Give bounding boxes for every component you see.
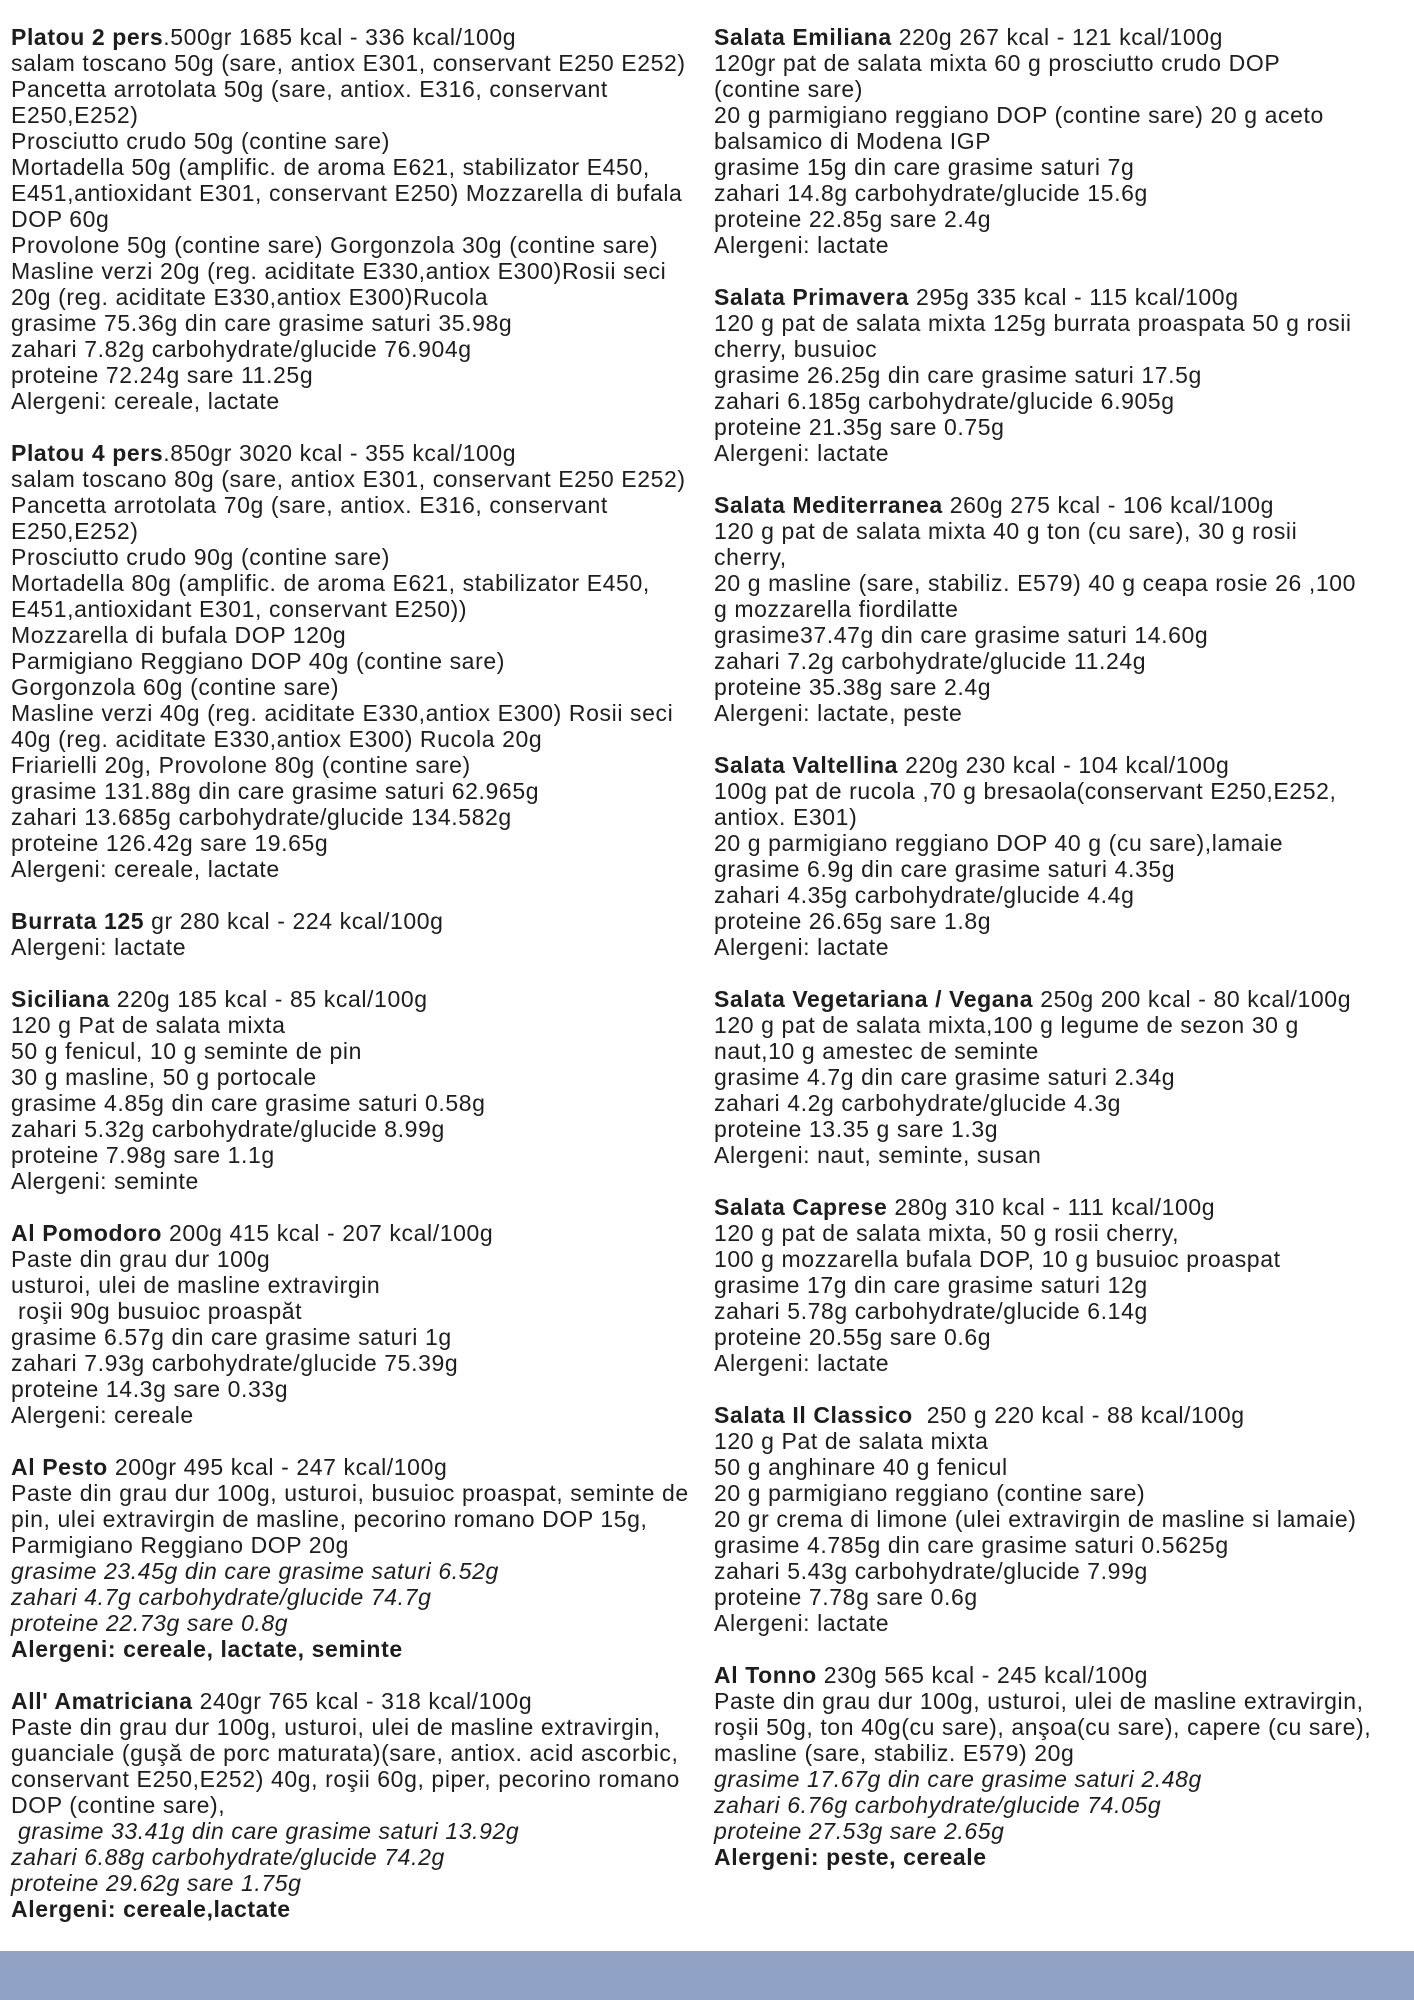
- menu-line: [11, 622, 702, 648]
- text-run: All' Amatriciana: [11, 1688, 193, 1714]
- text-run: zahari 5.78g carbohydrate/glucide 6.14g: [714, 1298, 1148, 1324]
- menu-line: [714, 440, 1405, 466]
- menu-line: [714, 1116, 1405, 1142]
- text-run: proteine 72.24g sare 11.25g: [11, 362, 314, 388]
- menu-line: [11, 908, 702, 934]
- text-run: Salata Emiliana: [714, 24, 892, 50]
- text-run: conservant E250,E252) 40g, roşii 60g, piper, pecorino romano: [11, 1766, 680, 1792]
- menu-line: [11, 1012, 702, 1038]
- text-run: roşii 90g busuioc proaspăt: [11, 1298, 303, 1324]
- menu-line: [714, 1428, 1405, 1454]
- text-run: DOP 60g: [11, 206, 110, 232]
- menu-line: [11, 1298, 702, 1324]
- menu-line: [714, 596, 1405, 622]
- text-run: .500gr 1685 kcal - 336 kcal/100g: [163, 24, 517, 50]
- menu-line: [714, 1272, 1405, 1298]
- menu-line: [714, 1090, 1405, 1116]
- menu-line: [11, 1714, 702, 1740]
- menu-line: [714, 674, 1405, 700]
- section-salata-emiliana: [714, 24, 1405, 258]
- menu-line: [714, 700, 1405, 726]
- text-run: Alergeni: cereale, lactate: [11, 388, 280, 414]
- text-run: E250,E252): [11, 518, 139, 544]
- menu-line: [11, 1272, 702, 1298]
- menu-line: [11, 154, 702, 180]
- menu-line: [714, 1584, 1405, 1610]
- menu-line: [11, 1558, 702, 1584]
- text-run: 100g pat de rucola ,70 g bresaola(conservant E250,E252,: [714, 778, 1337, 804]
- menu-line: [11, 50, 702, 76]
- menu-line: [714, 1558, 1405, 1584]
- text-run: Pancetta arrotolata 50g (sare, antiox. E316, conservant: [11, 76, 608, 102]
- text-run: Alergeni: lactate: [714, 232, 890, 258]
- menu-line: [714, 180, 1405, 206]
- menu-line: [714, 24, 1405, 50]
- text-run: Alergeni: lactate: [714, 1610, 890, 1636]
- text-run: 20 g parmigiano reggiano DOP 40 g (cu sare),lamaie: [714, 830, 1284, 856]
- menu-line: [11, 1350, 702, 1376]
- menu-line: [11, 726, 702, 752]
- menu-line: [11, 700, 702, 726]
- menu-line: [714, 1714, 1405, 1740]
- menu-line: [714, 310, 1405, 336]
- text-run: usturoi, ulei de masline extravirgin: [11, 1272, 381, 1298]
- menu-line: [714, 1298, 1405, 1324]
- menu-line: [11, 1038, 702, 1064]
- text-run: salam toscano 50g (sare, antiox E301, conservant E250 E252): [11, 50, 686, 76]
- menu-line: [714, 102, 1405, 128]
- text-run: proteine 21.35g sare 0.75g: [714, 414, 1005, 440]
- text-run: Platou 4 pers: [11, 440, 164, 466]
- menu-line: [714, 1506, 1405, 1532]
- menu-line: [11, 492, 702, 518]
- text-run: 220g 267 kcal - 121 kcal/100g: [891, 24, 1224, 50]
- text-run: Salata Mediterranea: [714, 492, 943, 518]
- menu-line: [714, 1038, 1405, 1064]
- text-run: 20 g masline (sare, stabiliz. E579) 40 g ceapa rosie 26 ,100: [714, 570, 1357, 596]
- menu-line: [11, 24, 702, 50]
- text-run: 20 g parmigiano reggiano (contine sare): [714, 1480, 1146, 1506]
- menu-line: [714, 518, 1405, 544]
- text-run: antiox. E301): [714, 804, 858, 830]
- text-run: proteine 20.55g sare 0.6g: [714, 1324, 992, 1350]
- text-run: proteine 27.53g sare 2.65g: [714, 1818, 1005, 1844]
- text-run: Friarielli 20g, Provolone 80g (contine sare): [11, 752, 471, 778]
- menu-line: [11, 1532, 702, 1558]
- menu-line: [714, 128, 1405, 154]
- menu-line: [714, 76, 1405, 102]
- section-salata-valtellina: [714, 752, 1405, 960]
- text-run: cherry, busuioc: [714, 336, 878, 362]
- text-run: pin, ulei extravirgin de masline, pecorino romano DOP 15g,: [11, 1506, 648, 1532]
- menu-line: [714, 908, 1405, 934]
- menu-line: [11, 232, 702, 258]
- text-run: E451,antioxidant E301, conservant E250)): [11, 596, 468, 622]
- menu-line: [11, 1636, 702, 1662]
- text-run: 295g 335 kcal - 115 kcal/100g: [909, 284, 1239, 310]
- menu-line: [714, 856, 1405, 882]
- menu-line: [714, 1844, 1405, 1870]
- text-run: grasime 4.85g din care grasime saturi 0.58g: [11, 1090, 486, 1116]
- menu-line: [11, 934, 702, 960]
- menu-line: [11, 570, 702, 596]
- menu-line: [714, 414, 1405, 440]
- menu-line: [714, 1012, 1405, 1038]
- menu-line: [11, 1480, 702, 1506]
- menu-line: [714, 622, 1405, 648]
- text-run: grasime 75.36g din care grasime saturi 35.98g: [11, 310, 513, 336]
- footer-bar: [0, 1951, 1414, 2000]
- menu-line: [714, 1402, 1405, 1428]
- menu-line: [11, 596, 702, 622]
- menu-line: [714, 284, 1405, 310]
- menu-line: [11, 310, 702, 336]
- section-al-tonno: [714, 1662, 1405, 1870]
- menu-line: [11, 986, 702, 1012]
- menu-line: [11, 648, 702, 674]
- text-run: grasime 23.45g din care grasime saturi 6.52g: [11, 1558, 499, 1584]
- section-platou-2-pers: [11, 24, 702, 414]
- text-run: 120 g Pat de salata mixta: [714, 1428, 989, 1454]
- section-salata-il-classico: [714, 1402, 1405, 1636]
- text-run: Gorgonzola 60g (contine sare): [11, 674, 340, 700]
- text-run: Alergeni: cereale: [11, 1402, 194, 1428]
- text-run: grasime 6.57g din care grasime saturi 1g: [11, 1324, 452, 1350]
- menu-line: [11, 336, 702, 362]
- menu-line: [11, 1896, 702, 1922]
- text-run: roşii 50g, ton 40g(cu sare), anşoa(cu sare), capere (cu sare),: [714, 1714, 1372, 1740]
- menu-line: [11, 1246, 702, 1272]
- text-run: .850gr 3020 kcal - 355 kcal/100g: [163, 440, 517, 466]
- text-run: proteine 14.3g sare 0.33g: [11, 1376, 289, 1402]
- menu-line: [11, 102, 702, 128]
- text-run: proteine 7.98g sare 1.1g: [11, 1142, 275, 1168]
- text-run: Al Tonno: [714, 1662, 817, 1688]
- text-run: Masline verzi 40g (reg. aciditate E330,antiox E300) Rosii seci: [11, 700, 674, 726]
- text-run: Paste din grau dur 100g, usturoi, ulei de masline extravirgin,: [714, 1688, 1364, 1714]
- menu-line: [714, 336, 1405, 362]
- text-run: Alergeni: peste, cereale: [714, 1844, 987, 1870]
- menu-line: [714, 1142, 1405, 1168]
- menu-line: [714, 752, 1405, 778]
- menu-line: [11, 1610, 702, 1636]
- text-run: E451,antioxidant E301, conservant E250) Mozzarella di bufala: [11, 180, 683, 206]
- text-run: proteine 35.38g sare 2.4g: [714, 674, 992, 700]
- text-run: E250,E252): [11, 102, 139, 128]
- text-run: grasime 26.25g din care grasime saturi 17.5g: [714, 362, 1202, 388]
- text-run: grasime 4.785g din care grasime saturi 0.5625g: [714, 1532, 1229, 1558]
- text-run: zahari 6.185g carbohydrate/glucide 6.905g: [714, 388, 1175, 414]
- text-run: proteine 13.35 g sare 1.3g: [714, 1116, 999, 1142]
- menu-line: [714, 1740, 1405, 1766]
- menu-line: [11, 1688, 702, 1714]
- menu-line: [11, 778, 702, 804]
- menu-line: [11, 76, 702, 102]
- menu-line: [714, 232, 1405, 258]
- text-run: Alergeni: lactate: [714, 934, 890, 960]
- text-run: 40g (reg. aciditate E330,antiox E300) Rucola 20g: [11, 726, 543, 752]
- text-run: cherry,: [714, 544, 787, 570]
- menu-line: [714, 830, 1405, 856]
- menu-line: [714, 570, 1405, 596]
- menu-line: [714, 804, 1405, 830]
- menu-line: [714, 1818, 1405, 1844]
- text-run: guanciale (guşă de porc maturata)(sare, antiox. acid ascorbic,: [11, 1740, 679, 1766]
- menu-line: [714, 1350, 1405, 1376]
- text-run: Paste din grau dur 100g, usturoi, busuioc proaspat, seminte de: [11, 1480, 689, 1506]
- section-al-pesto: [11, 1454, 702, 1662]
- text-run: grasime 17.67g din care grasime saturi 2.48g: [714, 1766, 1202, 1792]
- text-run: grasime 4.7g din care grasime saturi 2.34g: [714, 1064, 1176, 1090]
- menu-line: [11, 1454, 702, 1480]
- text-run: 280g 310 kcal - 111 kcal/100g: [887, 1194, 1216, 1220]
- menu-line: [714, 1064, 1405, 1090]
- text-run: Burrata 125: [11, 908, 145, 934]
- text-run: Mortadella 50g (amplific. de aroma E621, stabilizator E450,: [11, 154, 650, 180]
- text-run: Alergeni: seminte: [11, 1168, 199, 1194]
- text-run: 30 g masline, 50 g portocale: [11, 1064, 317, 1090]
- text-run: Prosciutto crudo 50g (contine sare): [11, 128, 390, 154]
- menu-line: [714, 778, 1405, 804]
- menu-line: [714, 1220, 1405, 1246]
- text-run: 50 g anghinare 40 g fenicul: [714, 1454, 1008, 1480]
- text-run: grasime 17g din care grasime saturi 12g: [714, 1272, 1148, 1298]
- text-run: Platou 2 pers: [11, 24, 164, 50]
- text-run: gr 280 kcal - 224 kcal/100g: [144, 908, 444, 934]
- text-run: Paste din grau dur 100g: [11, 1246, 271, 1272]
- menu-line: [714, 1662, 1405, 1688]
- menu-line: [714, 362, 1405, 388]
- menu-line: [11, 518, 702, 544]
- text-run: Siciliana: [11, 986, 110, 1012]
- menu-line: [11, 440, 702, 466]
- text-run: Provolone 50g (contine sare) Gorgonzola 30g (contine sare): [11, 232, 659, 258]
- menu-line: [11, 856, 702, 882]
- text-run: Masline verzi 20g (reg. aciditate E330,antiox E300)Rosii seci: [11, 258, 667, 284]
- menu-line: [714, 1688, 1405, 1714]
- menu-line: [11, 1402, 702, 1428]
- menu-line: [11, 284, 702, 310]
- text-run: proteine 29.62g sare 1.75g: [11, 1870, 302, 1896]
- text-run: 120 g pat de salata mixta, 50 g rosii cherry,: [714, 1220, 1180, 1246]
- menu-line: [714, 206, 1405, 232]
- menu-line: [11, 1168, 702, 1194]
- text-run: Salata Primavera: [714, 284, 910, 310]
- section-platou-4-pers: [11, 440, 702, 882]
- menu-line: [714, 1766, 1405, 1792]
- menu-line: [714, 1532, 1405, 1558]
- menu-line: [714, 1246, 1405, 1272]
- text-run: Salata Valtellina: [714, 752, 899, 778]
- menu-line: [714, 1610, 1405, 1636]
- menu-line: [714, 986, 1405, 1012]
- text-run: Parmigiano Reggiano DOP 20g: [11, 1532, 349, 1558]
- menu-line: [714, 1194, 1405, 1220]
- text-run: zahari 7.93g carbohydrate/glucide 75.39g: [11, 1350, 459, 1376]
- text-run: zahari 14.8g carbohydrate/glucide 15.6g: [714, 180, 1148, 206]
- text-run: masline (sare, stabiliz. E579) 20g: [714, 1740, 1075, 1766]
- text-run: Salata Caprese: [714, 1194, 888, 1220]
- text-run: 250g 200 kcal - 80 kcal/100g: [1033, 986, 1352, 1012]
- text-run: Salata Vegetariana / Vegana: [714, 986, 1034, 1012]
- menu-line: [11, 1116, 702, 1142]
- menu-line: [11, 258, 702, 284]
- menu-line: [11, 180, 702, 206]
- menu-line: [714, 1792, 1405, 1818]
- menu-line: [11, 804, 702, 830]
- section-al-pomodoro: [11, 1220, 702, 1428]
- text-run: Mozzarella di bufala DOP 120g: [11, 622, 347, 648]
- section-burrata: [11, 908, 702, 960]
- menu-line: [11, 1220, 702, 1246]
- text-run: Alergeni: lactate: [714, 1350, 890, 1376]
- text-run: 20 g parmigiano reggiano DOP (contine sare) 20 g aceto: [714, 102, 1324, 128]
- text-run: zahari 4.7g carbohydrate/glucide 74.7g: [11, 1584, 432, 1610]
- menu-line: [11, 674, 702, 700]
- text-run: proteine 22.73g sare 0.8g: [11, 1610, 289, 1636]
- menu-line: [11, 1324, 702, 1350]
- text-run: proteine 126.42g sare 19.65g: [11, 830, 329, 856]
- text-run: proteine 7.78g sare 0.6g: [714, 1584, 978, 1610]
- text-run: Paste din grau dur 100g, usturoi, ulei de masline extravirgin,: [11, 1714, 661, 1740]
- text-run: 220g 230 kcal - 104 kcal/100g: [898, 752, 1230, 778]
- text-run: Alergeni: cereale, lactate, seminte: [11, 1636, 403, 1662]
- menu-line: [11, 830, 702, 856]
- menu-column-left: [11, 24, 702, 1948]
- menu-line: [11, 1064, 702, 1090]
- menu-line: [11, 1584, 702, 1610]
- text-run: 20 gr crema di limone (ulei extravirgin de masline si lamaie): [714, 1506, 1357, 1532]
- text-run: zahari 13.685g carbohydrate/glucide 134.582g: [11, 804, 512, 830]
- text-run: Prosciutto crudo 90g (contine sare): [11, 544, 390, 570]
- text-run: Mortadella 80g (amplific. de aroma E621, stabilizator E450,: [11, 570, 650, 596]
- section-salata-mediterranea: [714, 492, 1405, 726]
- menu-line: [11, 544, 702, 570]
- section-salata-primavera: [714, 284, 1405, 466]
- text-run: salam toscano 80g (sare, antiox E301, conservant E250 E252): [11, 466, 686, 492]
- text-run: Alergeni: cereale,lactate: [11, 1896, 291, 1922]
- text-run: 100 g mozzarella bufala DOP, 10 g busuioc proaspat: [714, 1246, 1281, 1272]
- text-run: proteine 22.85g sare 2.4g: [714, 206, 992, 232]
- menu-line: [714, 50, 1405, 76]
- text-run: 230g 565 kcal - 245 kcal/100g: [816, 1662, 1149, 1688]
- text-run: 20g (reg. aciditate E330,antiox E300)Rucola: [11, 284, 489, 310]
- text-run: 120 g Pat de salata mixta: [11, 1012, 286, 1038]
- menu-line: [714, 648, 1405, 674]
- menu-line: [11, 206, 702, 232]
- menu-line: [11, 1506, 702, 1532]
- menu-line: [11, 1870, 702, 1896]
- text-run: zahari 6.88g carbohydrate/glucide 74.2g: [11, 1844, 445, 1870]
- text-run: Al Pomodoro: [11, 1220, 162, 1246]
- menu-line: [714, 492, 1405, 518]
- text-run: 240gr 765 kcal - 318 kcal/100g: [192, 1688, 533, 1714]
- menu-line: [11, 128, 702, 154]
- text-run: 120 g pat de salata mixta 40 g ton (cu sare), 30 g rosii: [714, 518, 1298, 544]
- menu-line: [11, 1142, 702, 1168]
- menu-line: [714, 934, 1405, 960]
- menu-column-right: [714, 24, 1405, 1948]
- menu-line: [714, 1480, 1405, 1506]
- menu-line: [11, 1818, 702, 1844]
- text-run: zahari 7.2g carbohydrate/glucide 11.24g: [714, 648, 1147, 674]
- text-run: Alergeni: naut, seminte, susan: [714, 1142, 1042, 1168]
- text-run: grasime 33.41g din care grasime saturi 13.92g: [11, 1818, 520, 1844]
- text-run: Parmigiano Reggiano DOP 40g (contine sare): [11, 648, 505, 674]
- text-run: grasime 6.9g din care grasime saturi 4.35g: [714, 856, 1176, 882]
- menu-line: [714, 388, 1405, 414]
- text-run: proteine 26.65g sare 1.8g: [714, 908, 992, 934]
- menu-line: [714, 1324, 1405, 1350]
- section-siciliana: [11, 986, 702, 1194]
- text-run: DOP (contine sare),: [11, 1792, 226, 1818]
- text-run: 120 g pat de salata mixta 125g burrata proaspata 50 g rosii: [714, 310, 1352, 336]
- text-run: 250 g 220 kcal - 88 kcal/100g: [912, 1402, 1245, 1428]
- text-run: 200gr 495 kcal - 247 kcal/100g: [107, 1454, 448, 1480]
- menu-line: [11, 362, 702, 388]
- menu-line: [11, 1376, 702, 1402]
- text-run: zahari 5.43g carbohydrate/glucide 7.99g: [714, 1558, 1148, 1584]
- text-run: 220g 185 kcal - 85 kcal/100g: [109, 986, 428, 1012]
- text-run: Alergeni: cereale, lactate: [11, 856, 280, 882]
- text-run: naut,10 g amestec de seminte: [714, 1038, 1039, 1064]
- menu-line: [11, 1766, 702, 1792]
- text-run: zahari 4.35g carbohydrate/glucide 4.4g: [714, 882, 1135, 908]
- text-run: Salata Il Classico: [714, 1402, 913, 1428]
- text-run: grasime37.47g din care grasime saturi 14.60g: [714, 622, 1209, 648]
- menu-line: [11, 388, 702, 414]
- text-run: zahari 4.2g carbohydrate/glucide 4.3g: [714, 1090, 1122, 1116]
- text-run: Alergeni: lactate, peste: [714, 700, 963, 726]
- text-run: 260g 275 kcal - 106 kcal/100g: [942, 492, 1275, 518]
- menu-line: [714, 154, 1405, 180]
- text-run: Al Pesto: [11, 1454, 108, 1480]
- text-run: zahari 6.76g carbohydrate/glucide 74.05g: [714, 1792, 1162, 1818]
- menu-line: [714, 882, 1405, 908]
- text-run: Alergeni: lactate: [11, 934, 187, 960]
- menu-line: [11, 466, 702, 492]
- text-run: grasime 131.88g din care grasime saturi 62.965g: [11, 778, 540, 804]
- text-run: grasime 15g din care grasime saturi 7g: [714, 154, 1135, 180]
- menu-line: [11, 1792, 702, 1818]
- section-salata-caprese: [714, 1194, 1405, 1376]
- menu-line: [11, 1844, 702, 1870]
- text-run: Alergeni: lactate: [714, 440, 890, 466]
- text-run: (contine sare): [714, 76, 864, 102]
- text-run: zahari 7.82g carbohydrate/glucide 76.904g: [11, 336, 472, 362]
- text-run: 120gr pat de salata mixta 60 g prosciutto crudo DOP: [714, 50, 1281, 76]
- text-run: 120 g pat de salata mixta,100 g legume de sezon 30 g: [714, 1012, 1299, 1038]
- text-run: Pancetta arrotolata 70g (sare, antiox. E316, conservant: [11, 492, 608, 518]
- text-run: g mozzarella fiordilatte: [714, 596, 959, 622]
- menu-line: [714, 1454, 1405, 1480]
- menu-line: [714, 544, 1405, 570]
- menu-line: [11, 752, 702, 778]
- text-run: 200g 415 kcal - 207 kcal/100g: [161, 1220, 494, 1246]
- text-run: balsamico di Modena IGP: [714, 128, 992, 154]
- text-run: 50 g fenicul, 10 g seminte de pin: [11, 1038, 362, 1064]
- text-run: zahari 5.32g carbohydrate/glucide 8.99g: [11, 1116, 445, 1142]
- section-all-amatriciana: [11, 1688, 702, 1922]
- menu-line: [11, 1740, 702, 1766]
- menu-line: [11, 1090, 702, 1116]
- section-salata-vegetariana-vegana: [714, 986, 1405, 1168]
